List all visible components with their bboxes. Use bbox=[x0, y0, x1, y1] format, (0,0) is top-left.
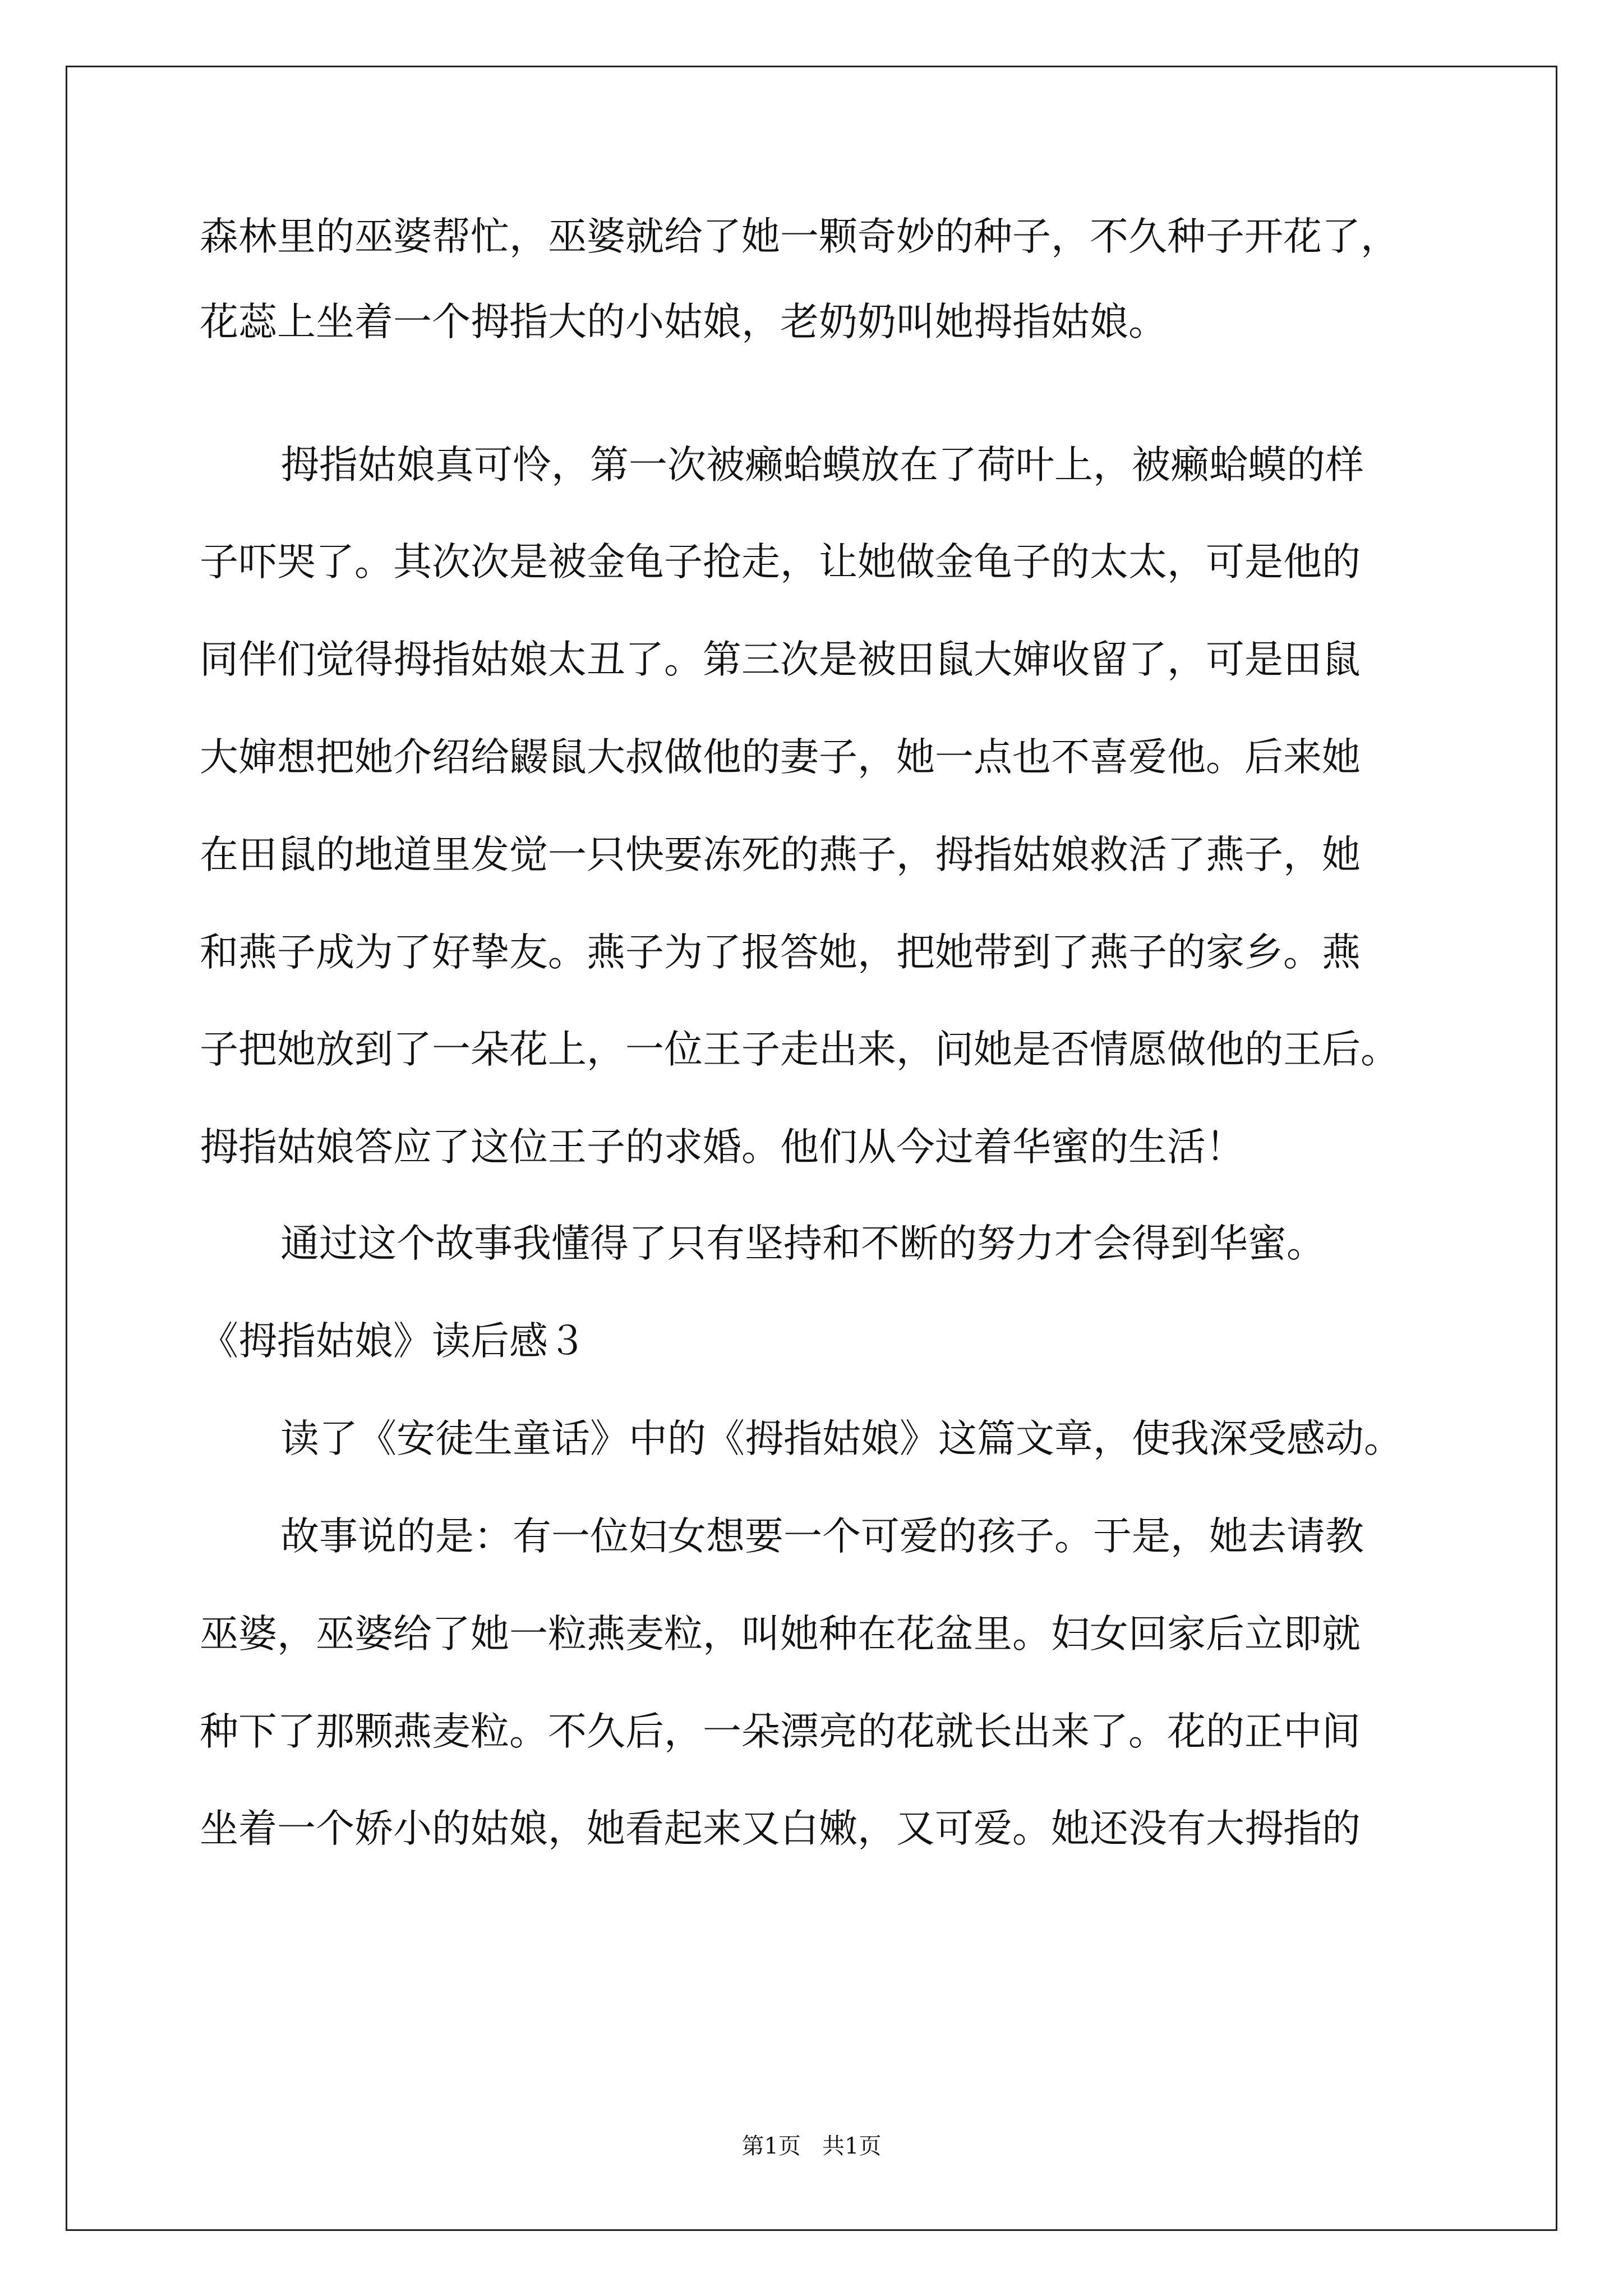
text-line-8: 和燕子成为了好挚友。燕子为了报答她，把她带到了燕子的家乡。燕 bbox=[200, 930, 1361, 975]
text-line-9: 子把她放到了一朵花上，一位王子走出来，问她是否情愿做他的王后。 bbox=[200, 1027, 1399, 1072]
text-line-3: 拇指姑娘真可怜，第一次被癞蛤蟆放在了荷叶上，被癞蛤蟆的样 bbox=[280, 443, 1364, 487]
text-line-13: 故事说的是：有一位妇女想要一个可爱的孩子。于是，她去请教 bbox=[280, 1514, 1364, 1559]
text-line-15: 种下了那颗燕麦粒。不久后，一朵漂亮的花就长出来了。花的正中间 bbox=[200, 1709, 1361, 1754]
page-footer: 第1页 共1页 bbox=[741, 2133, 882, 2159]
text-line-11: 通过这个故事我懂得了只有坚持和不断的努力才会得到华蜜。 bbox=[280, 1221, 1325, 1266]
text-line-10: 拇指姑娘答应了这位王子的求婚。他们从今过着华蜜的生活！ bbox=[200, 1125, 1244, 1170]
text-line-14: 巫婆，巫婆给了她一粒燕麦粒，叫她种在花盆里。妇女回家后立即就 bbox=[200, 1612, 1361, 1657]
text-line-6: 大婶想把她介绍给鼹鼠大叔做他的妻子，她一点也不喜爱他。后来她 bbox=[200, 735, 1361, 780]
text-line-4: 子吓哭了。其次次是被金龟子抢走，让她做金龟子的太太，可是他的 bbox=[200, 540, 1361, 585]
text-line-5: 同伴们觉得拇指姑娘太丑了。第三次是被田鼠大婶收留了，可是田鼠 bbox=[200, 637, 1361, 682]
text-line-7: 在田鼠的地道里发觉一只快要冻死的燕子，拇指姑娘救活了燕子，她 bbox=[200, 832, 1361, 877]
text-line-1: 森林里的巫婆帮忙，巫婆就给了她一颗奇妙的种子，不久种子开花了， bbox=[200, 214, 1399, 259]
section-heading: 《拇指姑娘》读后感３ bbox=[200, 1319, 587, 1364]
text-line-2: 花蕊上坐着一个拇指大的小姑娘，老奶奶叫她拇指姑娘。 bbox=[200, 300, 1167, 344]
text-line-12: 读了《安徒生童话》中的《拇指姑娘》这篇文章，使我深受感动。 bbox=[280, 1416, 1403, 1461]
text-line-16: 坐着一个娇小的姑娘，她看起来又白嫩，又可爱。她还没有大拇指的 bbox=[200, 1806, 1361, 1851]
